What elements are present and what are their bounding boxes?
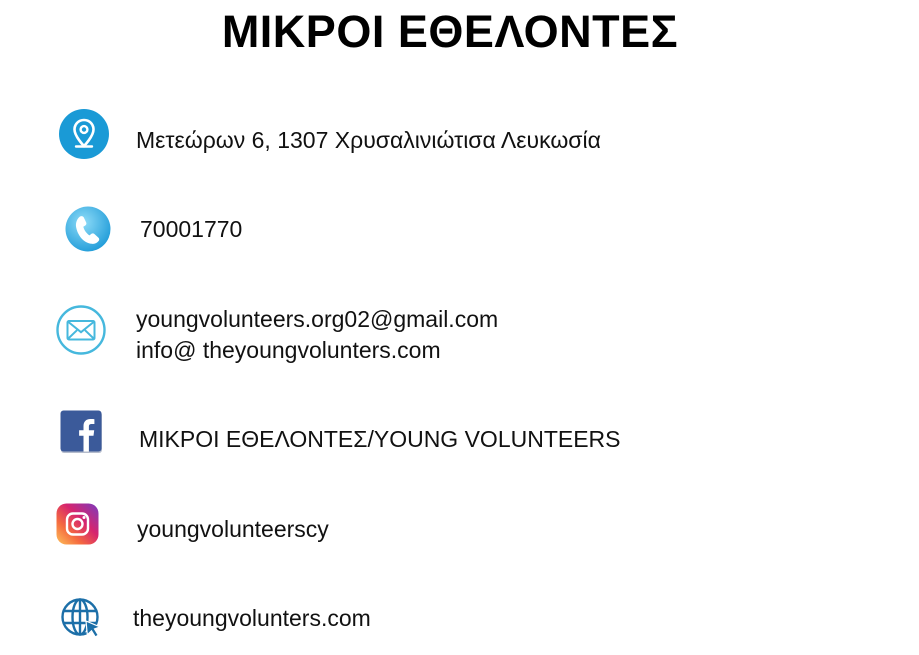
phone-text[interactable]: 70001770 (140, 216, 243, 242)
phone-icon[interactable] (65, 206, 111, 252)
address-text: Μετεώρων 6, 1307 Χρυσαλινιώτισα Λευκωσία (136, 127, 601, 153)
page-title: ΜΙΚΡΟΙ ΕΘΕΛΟΝΤΕΣ (221, 6, 679, 57)
facebook-page-text[interactable]: ΜΙΚΡΟΙ ΕΘΕΛΟΝΤΕΣ/YOUNG VOLUNTEERS (139, 426, 621, 452)
globe-cursor-icon (60, 597, 104, 641)
instagram-icon[interactable] (56, 503, 99, 545)
website-url-text[interactable]: theyoungvolunters.com (133, 605, 371, 631)
envelope-icon (56, 305, 106, 355)
instagram-handle-text[interactable]: youngvolunteerscy (137, 516, 329, 542)
email-address-primary[interactable]: youngvolunteers.org02@gmail.com (136, 306, 499, 332)
email-address-secondary[interactable]: info@ theyoungvolunters.com (136, 337, 441, 363)
facebook-icon[interactable] (60, 410, 103, 453)
location-pin-icon (59, 109, 109, 159)
